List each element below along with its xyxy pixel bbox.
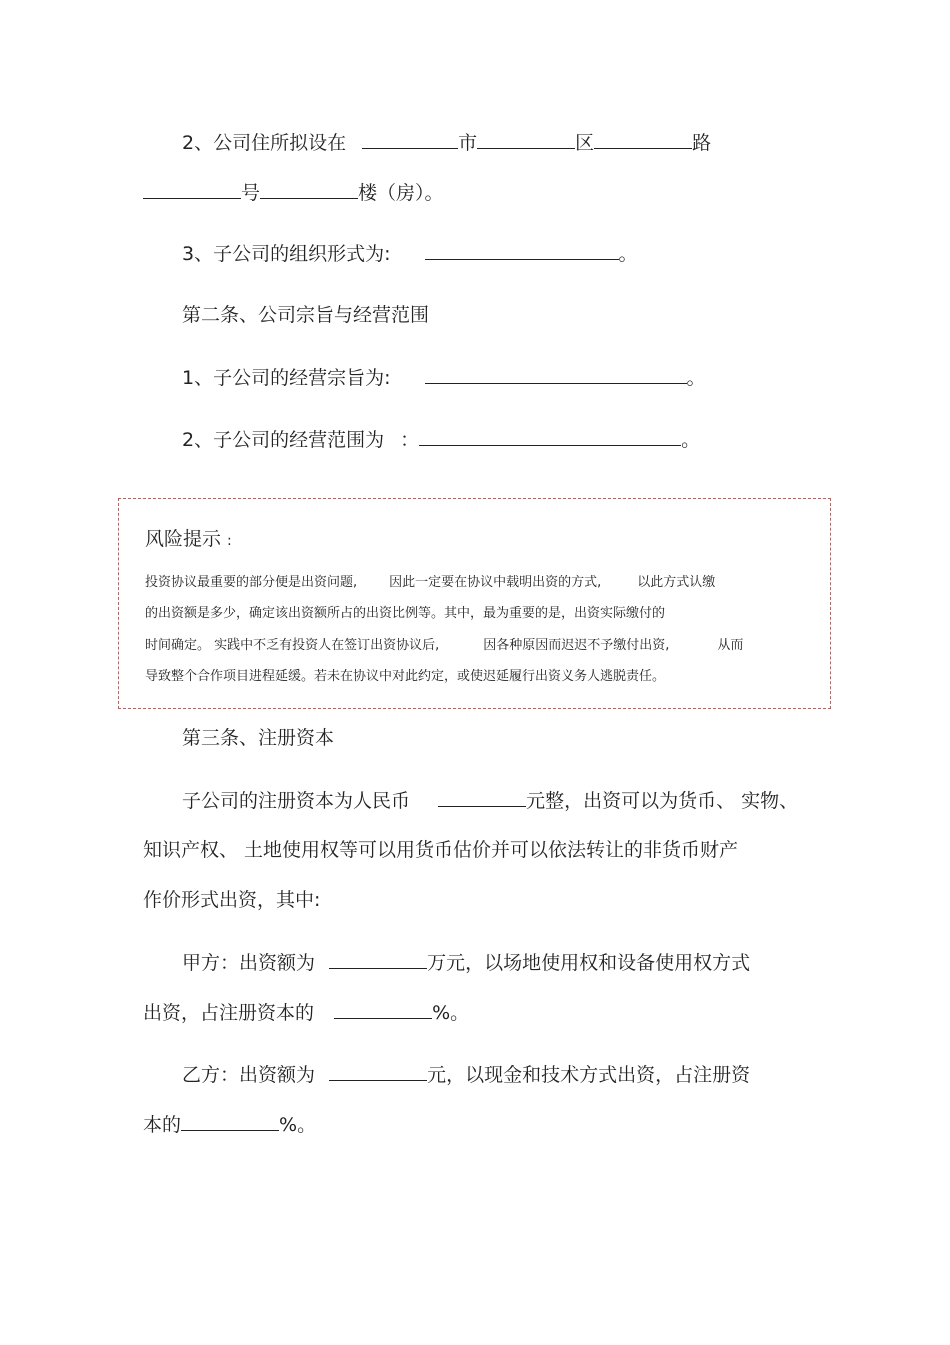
risk-title-text: 风险提示 xyxy=(145,528,222,550)
party-a-line-1 xyxy=(182,950,750,975)
blank-registered-capital xyxy=(438,788,526,807)
address-line-2 xyxy=(143,180,444,205)
blank-party-b-amount xyxy=(329,1062,427,1081)
blank-party-a-share xyxy=(334,1000,432,1019)
party-a-line-2 xyxy=(143,1000,469,1025)
party-b-share-suffix: %。 xyxy=(279,1114,317,1136)
blank-building xyxy=(260,180,358,199)
road-label: 路 xyxy=(692,132,712,154)
risk-notice-box xyxy=(118,498,831,709)
address-prefix: 2、公司住所拟设在 xyxy=(182,132,347,154)
org-form-prefix: 3、子公司的组织形式为: xyxy=(182,243,391,265)
blank-party-b-share xyxy=(181,1112,279,1131)
risk-line-3-part-3: 从而 xyxy=(717,638,744,653)
risk-line-3 xyxy=(145,637,743,655)
blank-road xyxy=(594,130,692,149)
business-scope-colon: ： xyxy=(400,429,420,451)
risk-title-colon: : xyxy=(227,533,232,549)
blank-number xyxy=(143,180,241,199)
org-form-line xyxy=(182,241,638,266)
risk-line-1-part-1: 投资协议最重要的部分便是出资问题, xyxy=(145,575,358,590)
blank-city xyxy=(362,130,458,149)
article-2-heading: 第二条、公司宗旨与经营范围 xyxy=(182,304,430,326)
risk-line-1-part-2: 因此一定要在协议中载明出资的方式, xyxy=(389,575,602,590)
party-b-line-1 xyxy=(182,1062,750,1087)
party-a-prefix: 甲方：出资额为 xyxy=(182,952,316,974)
city-label: 市 xyxy=(458,132,478,154)
risk-line-4: 导致整个合作项目进程延缓。若未在协议中对此约定，或使迟延履行出资义务人逃脱责任。 xyxy=(145,669,666,684)
org-form-suffix: 。 xyxy=(618,243,638,265)
business-purpose-line xyxy=(182,365,706,390)
registered-capital-suffix: 元整，出资可以为货币、 实物、 xyxy=(526,790,799,812)
party-a-share-suffix: %。 xyxy=(432,1002,470,1024)
business-scope-line xyxy=(182,427,700,452)
blank-district xyxy=(477,130,575,149)
business-purpose-prefix: 1、子公司的经营宗旨为: xyxy=(182,367,391,389)
business-scope-prefix: 2、子公司的经营范围为 xyxy=(182,429,385,451)
registered-capital-line-2: 知识产权、 土地使用权等可以用货币估价并可以依法转让的非货币财产 xyxy=(143,839,739,861)
address-line-1 xyxy=(182,130,711,155)
party-b-suffix: 元，以现金和技术方式出资，占注册资 xyxy=(427,1064,751,1086)
registered-capital-line-1 xyxy=(182,788,798,813)
registered-capital-prefix: 子公司的注册资本为人民币 xyxy=(182,790,411,812)
risk-line-2: 的出资额是多少，确定该出资额所占的出资比例等。其中，最为重要的是，出资实际缴付的 xyxy=(145,606,666,621)
building-label: 楼（房）。 xyxy=(358,182,444,204)
risk-line-3-part-2: 因各种原因而迟迟不予缴付出资, xyxy=(483,638,670,653)
number-label: 号 xyxy=(241,182,261,204)
district-label: 区 xyxy=(575,132,595,154)
article-3-heading: 第三条、注册资本 xyxy=(182,727,335,749)
party-b-line-2 xyxy=(143,1112,316,1137)
business-scope-suffix: 。 xyxy=(681,429,701,451)
risk-notice-title xyxy=(145,527,232,553)
party-b-prefix: 乙方：出资额为 xyxy=(182,1064,316,1086)
risk-line-3-part-1: 时间确定。 实践中不乏有投资人在签订出资协议后, xyxy=(145,638,440,653)
blank-org-form xyxy=(425,241,619,260)
business-purpose-suffix: 。 xyxy=(686,367,706,389)
blank-business-purpose xyxy=(425,365,687,384)
blank-party-a-amount xyxy=(329,950,427,969)
party-b-share-prefix: 本的 xyxy=(143,1114,182,1136)
party-a-share-prefix: 出资，占注册资本的 xyxy=(143,1002,315,1024)
risk-line-1 xyxy=(145,574,715,592)
risk-line-1-part-3: 以此方式认缴 xyxy=(637,575,716,590)
blank-business-scope xyxy=(419,427,681,446)
party-a-suffix: 万元，以场地使用权和设备使用权方式 xyxy=(427,952,751,974)
registered-capital-line-3: 作价形式出资，其中: xyxy=(143,889,321,911)
